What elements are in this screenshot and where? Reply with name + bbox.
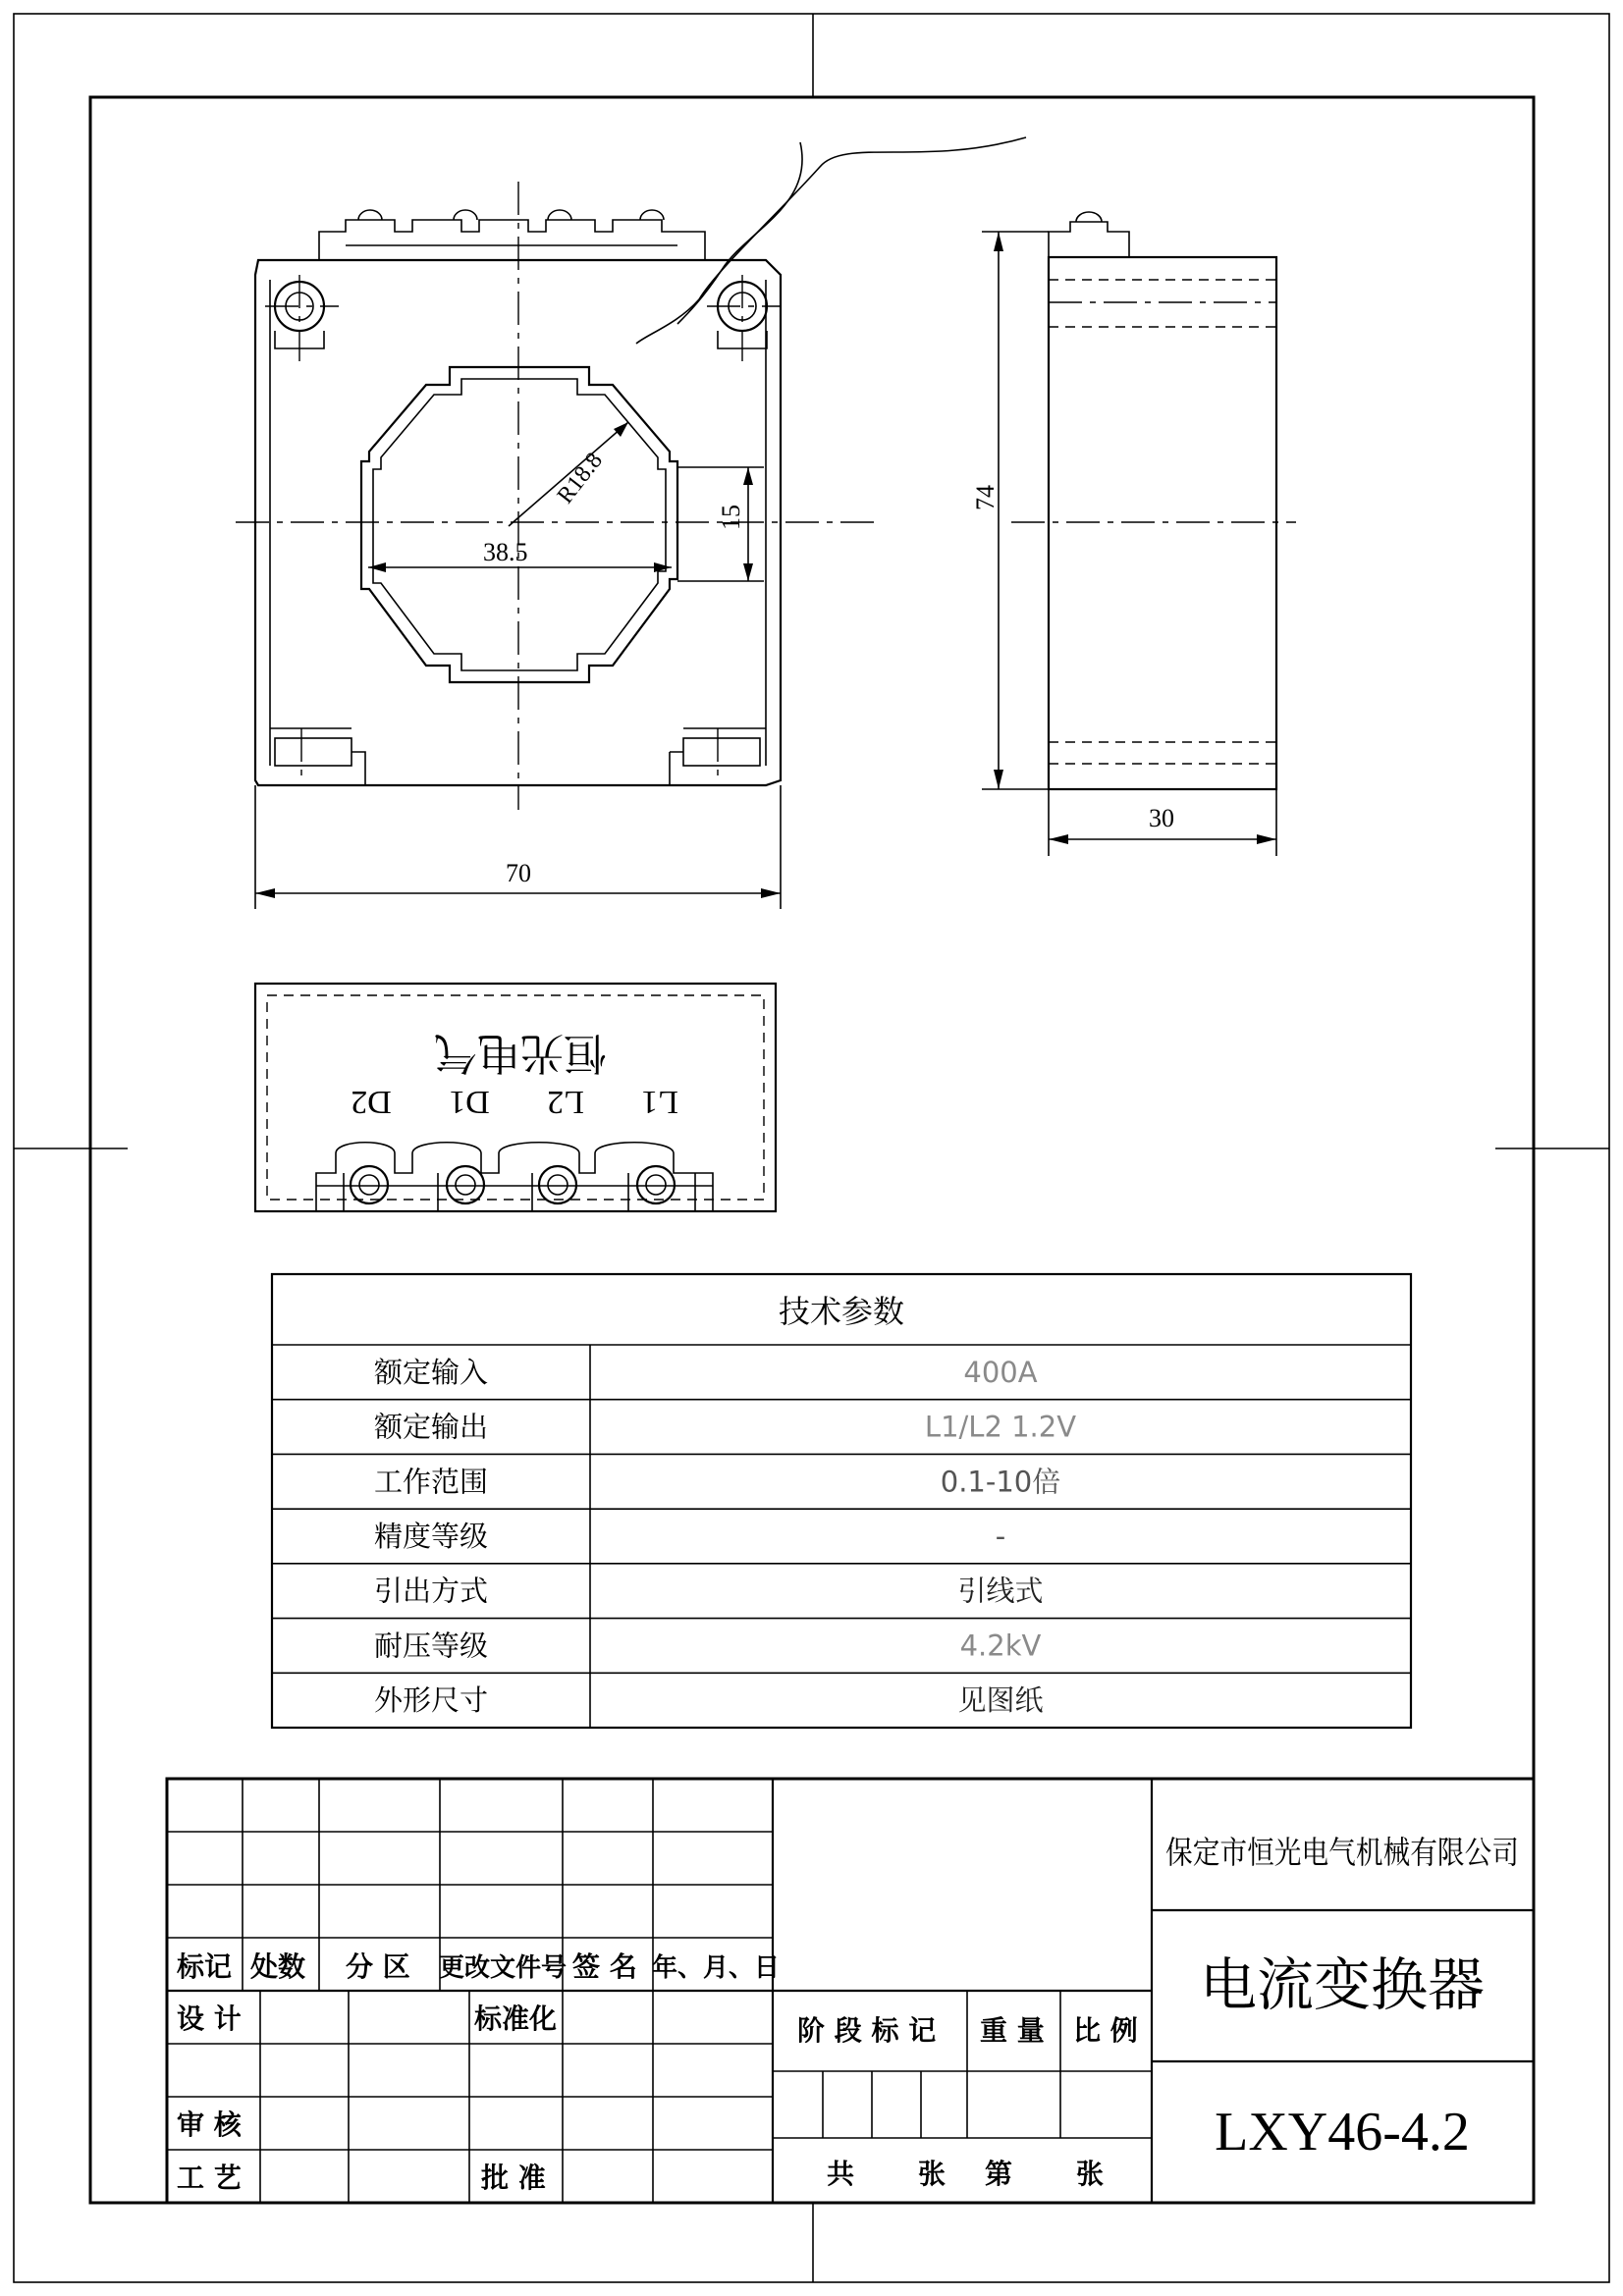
signoff-standardization: 标准化 (474, 2002, 558, 2035)
scale-label: 比 例 (1073, 2014, 1138, 2047)
spec-row-label: 工作范围 (373, 1465, 489, 1499)
spec-row-label: 耐压等级 (373, 1629, 489, 1663)
spec-table (272, 1274, 1411, 1728)
stage-mark-label: 阶 段 标 记 (797, 2014, 937, 2047)
terminal-screw-d1 (447, 1166, 484, 1203)
spec-row-label: 精度等级 (373, 1520, 489, 1553)
weight-label: 重 量 (980, 2014, 1045, 2047)
side-view (971, 212, 1296, 856)
terminal-l2: L2 (547, 1084, 584, 1120)
spec-row-value: 4.2kV (959, 1629, 1042, 1663)
front-view (236, 137, 1026, 909)
slot-dimension: 15 (717, 505, 745, 530)
signoff-approval: 批 准 (481, 2162, 546, 2194)
terminal-screw-l2 (539, 1166, 576, 1203)
product-name: 电流变换器 (1199, 1951, 1486, 2018)
spec-row-value: - (995, 1520, 1006, 1553)
model-number: LXY46-4.2 (1215, 2102, 1470, 2163)
terminal-screw-d2 (351, 1166, 388, 1203)
spec-row-label: 引出方式 (373, 1574, 489, 1608)
rev-header-count: 处数 (250, 1950, 306, 1983)
nameplate-brand: 恒光电气 (434, 1028, 607, 1078)
rev-header-sign: 签 名 (572, 1950, 637, 1983)
terminal-d2: D2 (351, 1084, 392, 1120)
spec-row-value: 见图纸 (957, 1683, 1044, 1718)
spec-row-value: 400A (963, 1355, 1038, 1389)
spec-row-value: 引线式 (957, 1574, 1044, 1608)
rev-header-mark: 标记 (177, 1950, 233, 1983)
spec-row-value: L1/L2 1.2V (924, 1410, 1077, 1444)
window-width-dimension: 38.5 (483, 538, 528, 566)
title-block (167, 1779, 1534, 2203)
sheets-unit-label: 张 (918, 2158, 947, 2190)
radius-dimension: R18.8 (552, 448, 608, 509)
spec-row-value: 0.1-10倍 (940, 1465, 1061, 1499)
sheet-unit2-label: 张 (1076, 2158, 1105, 2190)
signoff-process: 工 艺 (177, 2162, 242, 2194)
rev-header-zone: 分 区 (346, 1950, 410, 1983)
rev-header-date: 年、月、日 (652, 1953, 781, 1983)
sheet-no-label: 第 (985, 2158, 1013, 2190)
signoff-review: 审 核 (177, 2109, 242, 2141)
rev-header-doc: 更改文件号 (439, 1953, 568, 1983)
spec-row-label: 额定输出 (373, 1410, 489, 1444)
nameplate-view (255, 984, 776, 1211)
terminal-l1: L1 (641, 1084, 678, 1120)
sheets-total-label: 共 (827, 2158, 855, 2190)
spec-row-label: 额定输入 (373, 1355, 489, 1389)
sheet-border (14, 14, 1609, 2282)
height-dimension: 74 (971, 485, 1000, 510)
depth-dimension: 30 (1149, 804, 1174, 832)
spec-table-title: 技术参数 (778, 1293, 905, 1330)
signoff-design: 设 计 (177, 2002, 242, 2035)
company-name: 保定市恒光电气机械有限公司 (1165, 1834, 1519, 1871)
terminal-screw-l1 (637, 1166, 675, 1203)
spec-row-label: 外形尺寸 (373, 1683, 489, 1718)
width-dimension: 70 (506, 859, 531, 887)
terminal-d1: D1 (449, 1084, 490, 1120)
